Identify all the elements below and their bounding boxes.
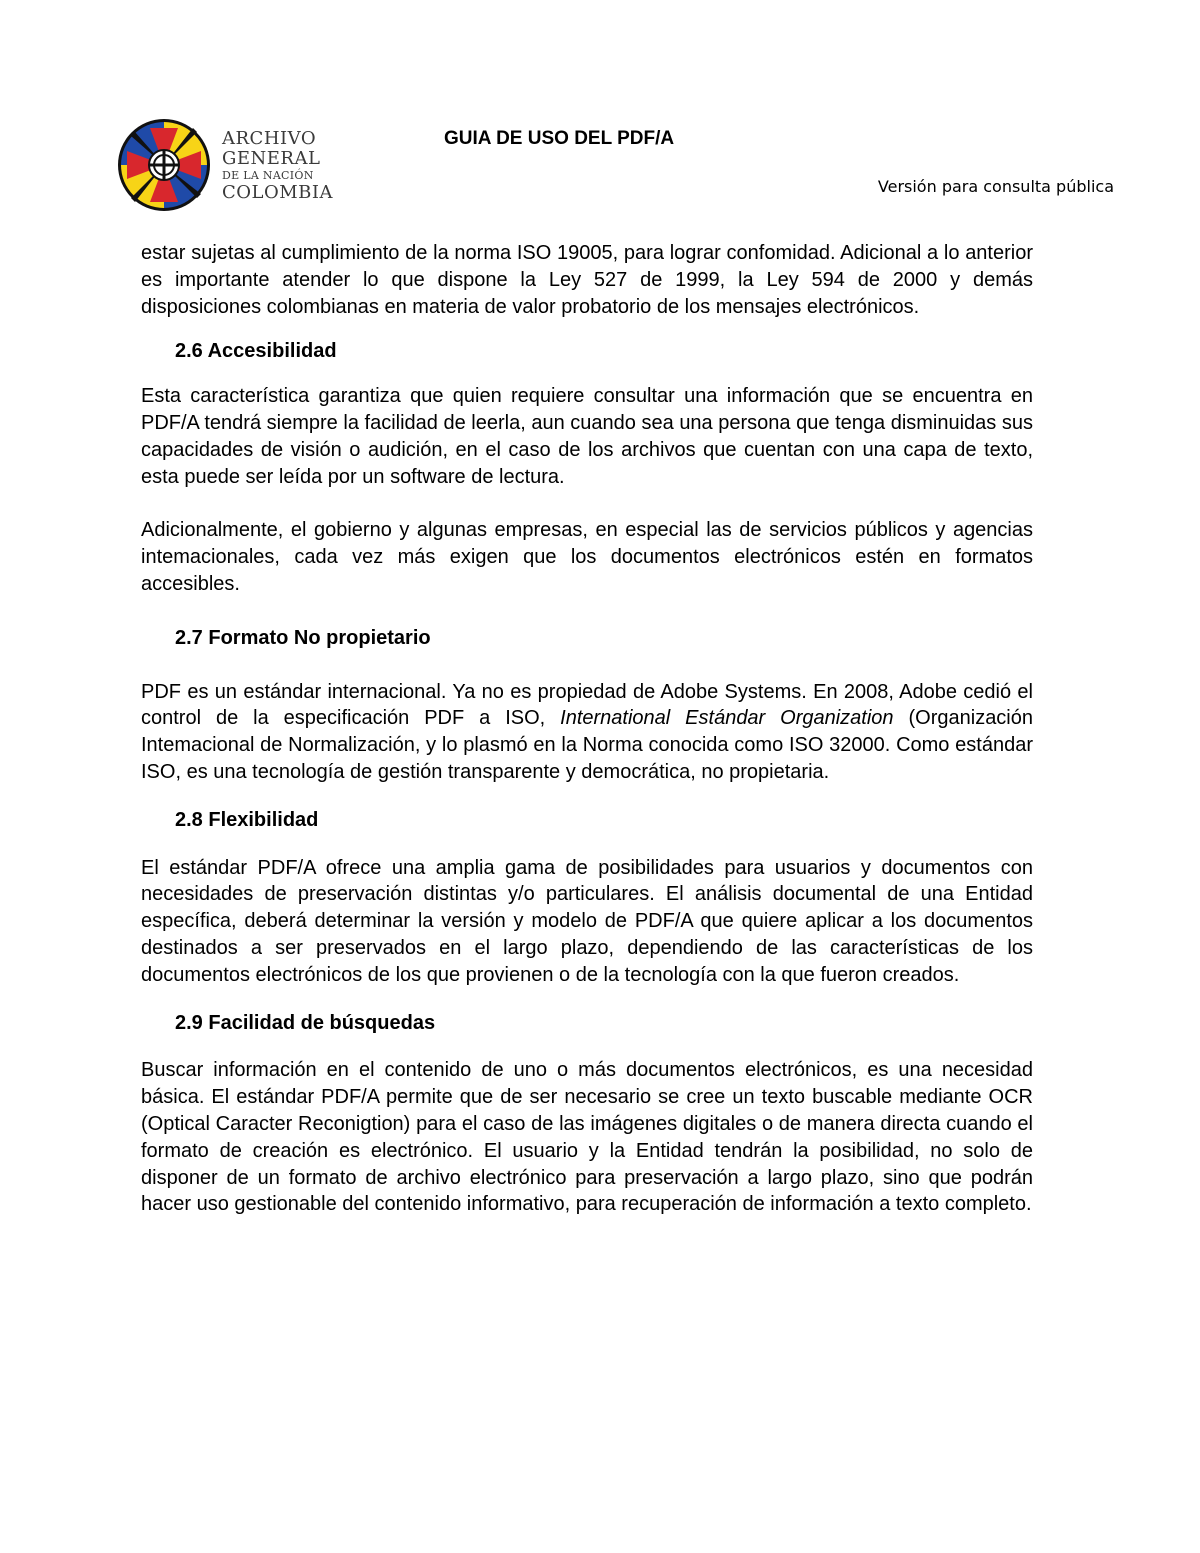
section-heading-2-6: 2.6 Accesibilidad (175, 340, 337, 363)
logo-line-colombia: COLOMBIA (222, 182, 334, 203)
logo-line-de-la-nacion: DE LA NACIÓN (222, 169, 314, 182)
logo-line-archivo: ARCHIVO (222, 128, 317, 149)
logo-text (222, 130, 333, 204)
intro-paragraph: estar sujetas al cumplimiento de la norma ISO 19005, para lograr confomidad. Adicional a lo anterior es importante atender lo que dispone la Ley 527 de 1999, la Ley 594 de 2000 y demás disposiciones colombianas en materia de valor probatorio de los mensajes electrónicos. (141, 242, 1033, 318)
text-run: (Organización Intemacional de Normalización, y lo plasmó en la Norma conocida como ISO 32000. Como estándar ISO, es una tecnología de gestión transparente y democrática, no propietaria. (141, 707, 1034, 783)
section-heading-2-9: 2.9 Facilidad de búsquedas (175, 1011, 436, 1034)
section-heading-2-7: 2.7 Formato No propietario (175, 626, 431, 649)
paragraph-facilidad-busquedas: Buscar información en el contenido de uno o más documentos electrónicos, es una necesidad básica. El estándar PDF/A permite que de ser necesario se cree un texto buscable mediante OCR (Optical Caracter Reconigtion) para el caso de las imágenes digitales o de manera directa cuando el formato de creación es electrónico. El usuario y la Entidad tendrán la posibilidad, no solo de disponer de un formato de archivo electrónico para preservación a largo plazo, sino que podrán hacer uso gestionable del contenido informativo, para recuperación de información a texto completo. (141, 1059, 1033, 1216)
document-body (141, 240, 1033, 1218)
logo-line-general: GENERAL (222, 148, 321, 169)
paragraph-formato-no-propietario (141, 679, 1033, 786)
text-run: PDF es un estándar internacional. Ya no es propiedad de Adobe Systems. En 2008, Adobe cedió el control de la especificación PDF a ISO, (141, 680, 1033, 730)
document-title: GUIA DE USO DEL PDF/A (444, 128, 675, 149)
paragraph-accesibilidad-1: Esta característica garantiza que quien requiere consultar una información que se encuentra en PDF/A tendrá siempre la facilidad de leerla, aun cuando sea una persona que tenga disminuidas sus capacidades de visión o audición, en el caso de los archivos que cuentan con una capa de texto, esta puede ser leída por un software de lectura. (141, 385, 1033, 488)
archivo-emblem-icon (117, 118, 211, 212)
version-label: Versión para consulta pública (877, 177, 1114, 196)
paragraph-flexibilidad: El estándar PDF/A ofrece una amplia gama de posibilidades para usuarios y documentos con necesidades de preservación distintas y/o particulares. El análisis documental de una Entidad específica, deberá determinar la versión y modelo de PDF/A que quiere aplicar a los documentos destinados a ser preservados en el largo plazo, dependiendo de las características de los documentos electrónicos de los que provienen o de la tecnología con la que fueron creados. (141, 856, 1033, 986)
paragraph-accesibilidad-2: Adicionalmente, el gobierno y algunas empresas, en especial las de servicios públicos y agencias intemacionales, cada vez más exigen que los documentos electrónicos estén en formatos accesibles. (141, 519, 1033, 595)
archivo-general-logo (117, 118, 334, 210)
italic-term: International Estándar Organization (560, 707, 894, 730)
section-heading-2-8: 2.8 Flexibilidad (175, 808, 319, 831)
